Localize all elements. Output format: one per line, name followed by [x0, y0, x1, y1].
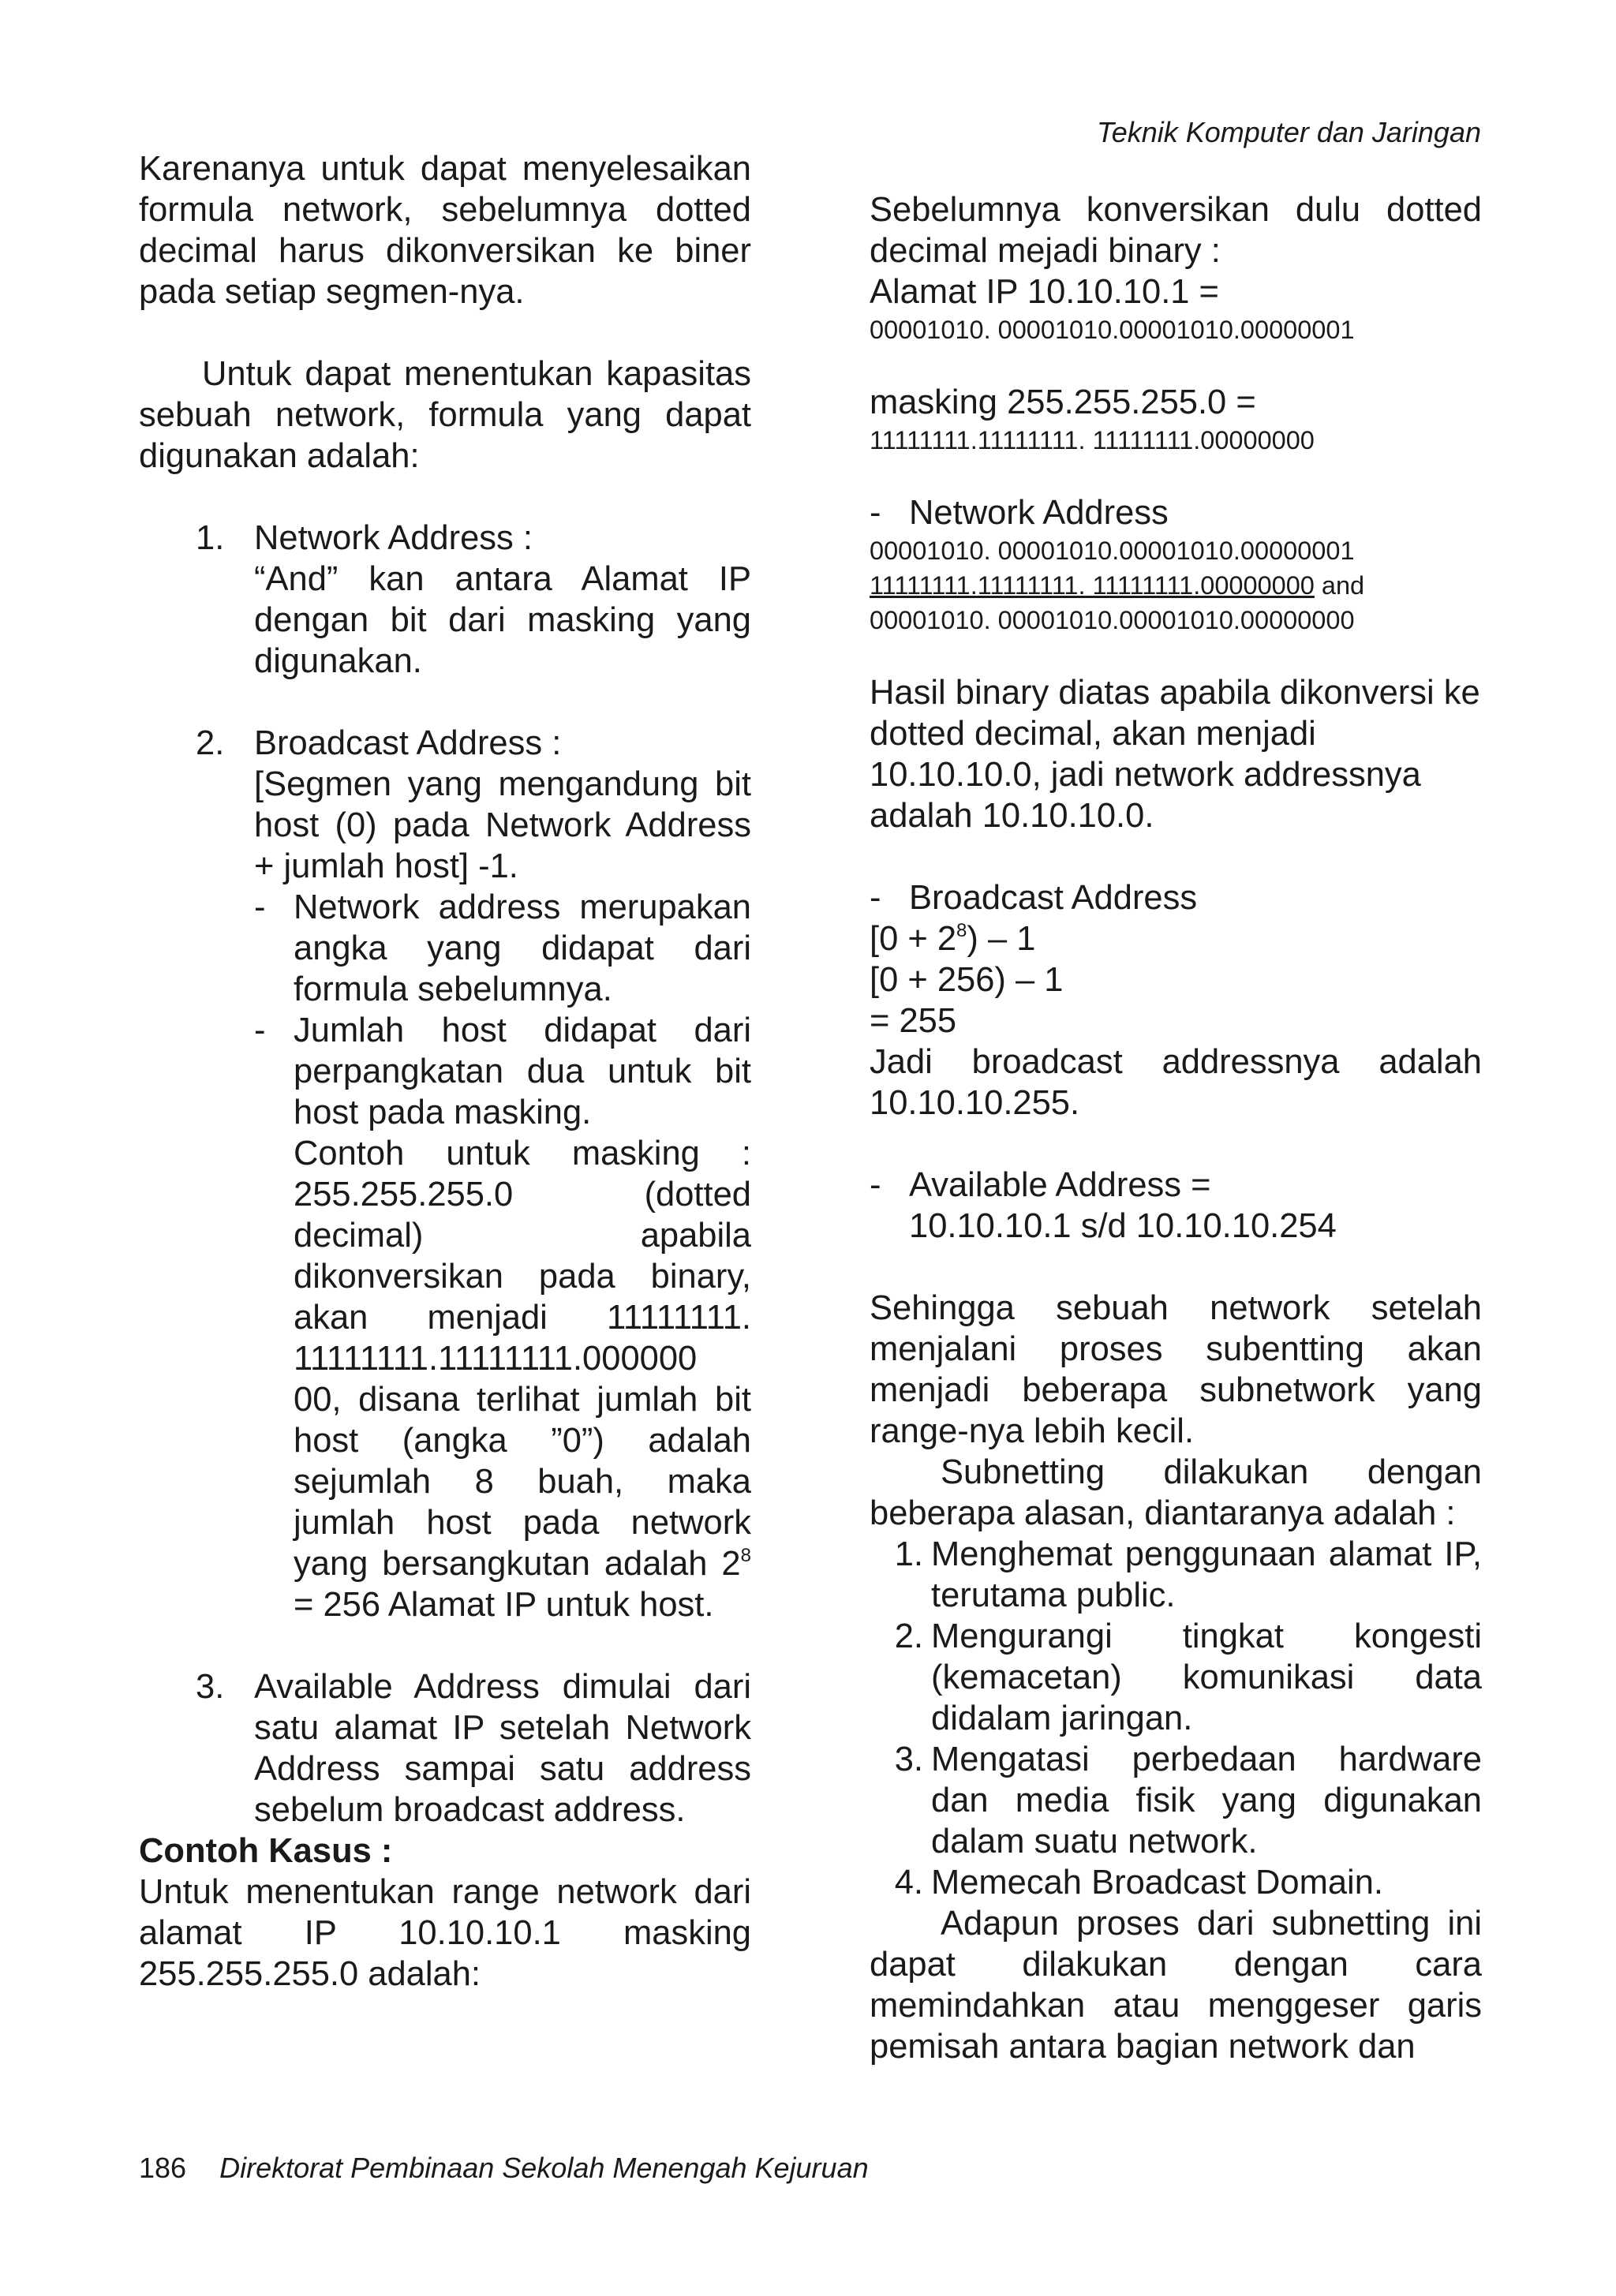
paragraph-intro: Karenanya untuk dapat menyelesaikan formula network, sebelumnya dotted decimal harus dikonversikan ke biner pada setiap segmen-nya.: [139, 150, 751, 311]
mask-label: masking 255.255.255.0 =: [870, 383, 1256, 421]
right-column: [870, 189, 1482, 2067]
section-title: Available Address =: [909, 1166, 1211, 1204]
and-result: 00001010. 00001010.00001010.00000000: [870, 606, 1355, 634]
paragraph-sehingga: Sehingga sebuah network setelah menjalani proses subentting akan menjadi beberapa subnetwork yang range-nya lebih kecil.: [870, 1289, 1482, 1450]
mask-binary-underlined: 11111111.11111111. 11111111.00000000: [870, 571, 1315, 600]
list-item-title: Broadcast Address :: [254, 724, 562, 762]
list-number: 3.: [196, 1668, 225, 1706]
reason-text: Memecah Broadcast Domain.: [931, 1864, 1383, 1901]
paragraph-subnetting: Subnetting dilakukan dengan beberapa alasan, diantaranya adalah :: [870, 1453, 1482, 1532]
sub-bullet-host-count: [139, 1010, 751, 1133]
list-item-available-address: [139, 1666, 751, 1830]
list-number: 1.: [196, 519, 225, 557]
ip-binary: 00001010. 00001010.00001010.00000001: [870, 316, 1355, 344]
sub-bullet-network-address: [139, 887, 751, 1010]
left-column: [139, 148, 751, 1995]
list-number: 3.: [894, 1741, 923, 1778]
broadcast-result: Jadi broadcast addressnya adalah 10.10.10.255.: [870, 1043, 1482, 1122]
broadcast-calc-2: [0 + 256) – 1: [870, 961, 1064, 999]
broadcast-calc-1: [870, 918, 1482, 959]
paragraph-adapun: Adapun proses dari subnetting ini dapat dilakukan dengan cara memindahkan atau menggeser garis pemisah antara bagian network dan: [870, 1905, 1482, 2066]
example-text: Contoh untuk masking : 255.255.255.0 (dotted decimal) apabila dikonversikan pada binary, akan menjadi 11111111. 11111111.11111111.000000 00, disana terlihat jumlah bit host (angka ”0”) adalah sejumlah 8 buah, maka jumlah host pada network yang bersangkutan adalah 2: [294, 1135, 751, 1583]
list-number: 1.: [894, 1535, 923, 1573]
paragraph-capacity: Untuk dapat menentukan kapasitas sebuah network, formula yang dapat digunakan adalah:: [139, 355, 751, 475]
list-item-title: Network Address :: [254, 519, 533, 557]
exponent: 8: [740, 1544, 751, 1566]
exponent: 8: [956, 919, 967, 941]
and-operator: and: [1314, 571, 1365, 600]
list-number: 4.: [894, 1864, 923, 1901]
page-number: 186: [139, 2152, 187, 2184]
list-item-text: “And” kan antara Alamat IP dengan bit dari masking yang digunakan.: [254, 560, 751, 680]
publisher-name: Direktorat Pembinaan Sekolah Menengah Kejuruan: [219, 2152, 869, 2184]
list-item-text: Available Address dimulai dari satu alamat IP setelah Network Address sampai satu address sebelum broadcast address.: [254, 1668, 751, 1829]
conversion-intro: Sebelumnya konversikan dulu dotted decimal mejadi binary :: [870, 191, 1482, 270]
list-number: 2.: [894, 1617, 923, 1655]
reason-item: [870, 1534, 1482, 1616]
dash: -: [870, 1166, 881, 1204]
list-item-broadcast-address: [139, 723, 751, 887]
and-operand-mask: [870, 568, 1482, 603]
dash: -: [254, 1012, 266, 1049]
section-title: Network Address: [909, 494, 1169, 532]
reason-text: Mengatasi perbedaan hardware dan media fisik yang digunakan dalam suatu network.: [931, 1741, 1482, 1860]
reason-text: Menghemat penggunaan alamat IP, terutama public.: [931, 1535, 1482, 1614]
dash: -: [870, 879, 881, 917]
masking-example: [139, 1133, 751, 1625]
section-title: Broadcast Address: [909, 879, 1198, 917]
and-operand-ip: 00001010. 00001010.00001010.00000001: [870, 537, 1355, 565]
calc-text-end: ) – 1: [967, 920, 1036, 958]
sub-bullet-text: Jumlah host didapat dari perpangkatan dua untuk bit host pada masking.: [294, 1012, 751, 1131]
network-address-heading: [870, 492, 1482, 533]
sub-bullet-text: Network address merupakan angka yang didapat dari formula sebelumnya.: [294, 888, 751, 1008]
available-range: 10.10.10.1 s/d 10.10.10.254: [909, 1207, 1337, 1245]
running-header: Teknik Komputer dan Jaringan: [1097, 116, 1481, 148]
reason-item: [870, 1739, 1482, 1862]
broadcast-address-heading: [870, 877, 1482, 918]
list-item-text: [Segmen yang mengandung bit host (0) pada Network Address + jumlah host] -1.: [254, 765, 751, 885]
list-item-network-address: [139, 518, 751, 682]
reason-item: [870, 1862, 1482, 1903]
dash: -: [870, 494, 881, 532]
reason-item: [870, 1616, 1482, 1739]
case-text: Untuk menentukan range network dari alamat IP 10.10.10.1 masking 255.255.255.0 adalah:: [139, 1873, 751, 1993]
broadcast-calc-3: = 255: [870, 1002, 957, 1040]
calc-text: [0 + 2: [870, 920, 957, 958]
case-heading: Contoh Kasus :: [139, 1832, 393, 1870]
available-address-heading: [870, 1165, 1482, 1206]
example-text-end: = 256 Alamat IP untuk host.: [294, 1586, 714, 1624]
page-footer: [139, 2151, 869, 2186]
ip-label: Alamat IP 10.10.10.1 =: [870, 273, 1219, 311]
dash: -: [254, 888, 266, 926]
list-number: 2.: [196, 724, 225, 762]
network-address-result: Hasil binary diatas apabila dikonversi ke dotted decimal, akan menjadi 10.10.10.0, jadi network addressnya adalah 10.10.10.0.: [870, 674, 1480, 835]
mask-binary: 11111111.11111111. 11111111.00000000: [870, 426, 1315, 454]
reason-text: Mengurangi tingkat kongesti (kemacetan) komunikasi data didalam jaringan.: [931, 1617, 1482, 1737]
